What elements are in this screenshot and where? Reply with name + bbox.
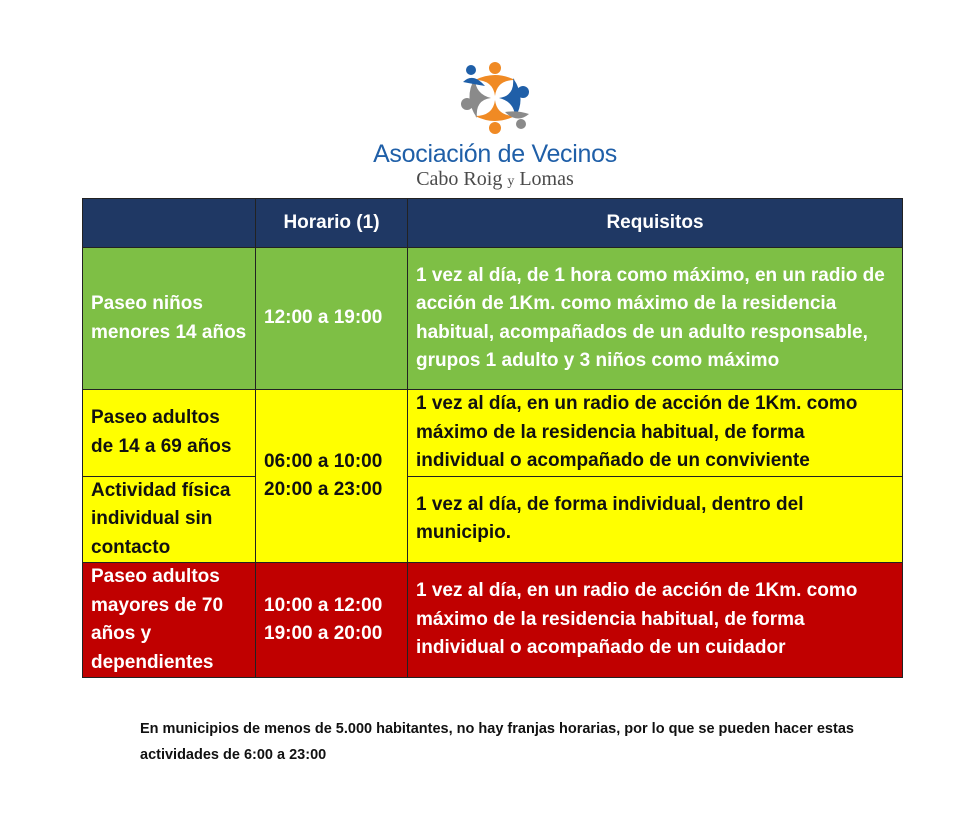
schedule-table — [82, 198, 903, 678]
figure-orange-top — [475, 62, 515, 96]
header-activity — [83, 199, 256, 248]
figure-gray-right — [505, 111, 529, 129]
table-row-elderly — [83, 563, 903, 678]
figure-orange-bottom — [475, 100, 515, 134]
people-circle-icon — [445, 58, 545, 138]
association-logo — [370, 58, 620, 193]
footnote: En municipios de menos de 5.000 habitantes, no hay franjas horarias, por lo que se pueden hacer estas actividades de 6:00 a 23:00 — [140, 721, 854, 763]
activity-cell: Paseo adultos de 14 a 69 años — [83, 390, 256, 477]
table-header-row — [83, 199, 903, 248]
activity-cell: Actividad física individual sin contacto — [83, 476, 256, 563]
activity-cell: Paseo adultos mayores de 70 años y dependientes — [83, 563, 256, 678]
requisitos-cell: 1 vez al día, de 1 hora como máximo, en un radio de acción de 1Km. como máximo de la residencia habitual, acompañados de un adulto responsable, grupos 1 adulto y 3 niños como máximo — [408, 248, 903, 390]
activity-cell: Paseo niños menores 14 años — [83, 248, 256, 390]
requisitos-cell: 1 vez al día, en un radio de acción de 1Km. como máximo de la residencia habitual, de forma individual o acompañado de un conviviente — [408, 390, 903, 477]
requisitos-cell: 1 vez al día, en un radio de acción de 1Km. como máximo de la residencia habitual, de forma individual o acompañado de un cuidador — [408, 563, 903, 678]
horario-cell: 10:00 a 12:00 19:00 a 20:00 — [256, 563, 408, 678]
horario-cell: 12:00 a 19:00 — [256, 248, 408, 390]
header-requisitos: Requisitos — [408, 199, 903, 248]
table-row-adults — [83, 390, 903, 477]
table-row-physical-activity — [83, 476, 903, 563]
requisitos-cell: 1 vez al día, de forma individual, dentro del municipio. — [408, 476, 903, 563]
header-horario: Horario (1) — [256, 199, 408, 248]
association-location: Cabo Roig y Lomas — [416, 168, 574, 190]
figure-blue-left-top — [463, 65, 485, 86]
table-row-children — [83, 248, 903, 390]
association-name: Asociación de Vecinos — [373, 140, 617, 168]
horario-cell: 06:00 a 10:00 20:00 a 23:00 — [256, 390, 408, 563]
